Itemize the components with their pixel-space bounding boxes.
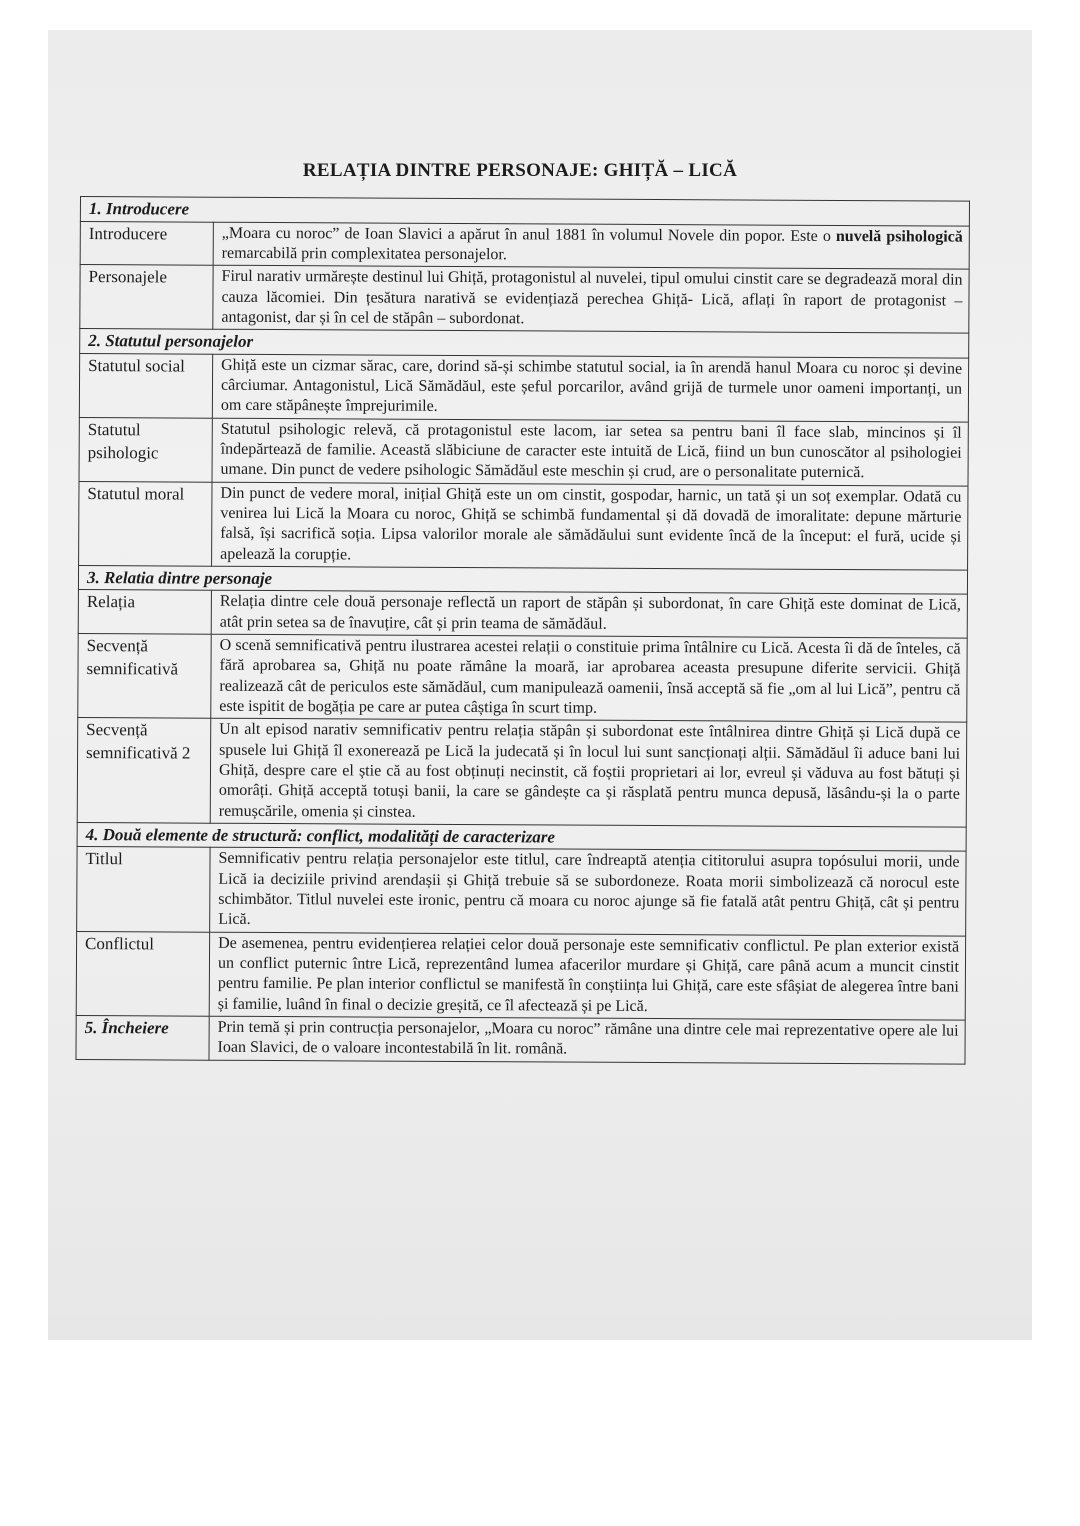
row-text: Din punct de vedere moral, inițial Ghiță este un om cinstit, gospodar, harnic, un tată și un soț exemplar. Odată cu venirea lui Lică la Moara cu noroc, Ghiță se schimbă fundamental și dă dovadă de imoralitate: depune mărturie falsă, își sacrifică soția. Lipsa valorilor morale ale sămădăului sunt evidente încă de la început: el fură, ucide și apelează la corupție.	[212, 482, 968, 570]
table-row	[79, 481, 968, 570]
row-label: Conflictul	[76, 931, 209, 1016]
row-text: Ghiță este un cizmar sărac, care, dorind să-și schimbe statutul social, ia în arendă hanul Moara cu noroc și devine cârciumar. Antagonistul, Lică Sămădăul, este șeful porcarilor, având grijă de turmele unor oameni importanți, un om care stăpânește împrejurimile.	[212, 354, 968, 422]
row-text: De asemenea, pentru evidențierea relației celor două personaje este semnificativ conflictul. Pe plan exterior există un conflict puternic între Lică, reprezentând lumea afacerilor murdare și Ghiță, care până acum a muncit cinstit pentru familie. Pe plan interior conflictul se manifestă în conștiința lui Ghiță, care este sfâșiat de alegerea între bani și familie, luând în final o decizie greșită, ce îl afectează și pe Lică.	[209, 932, 965, 1020]
character-relation-table	[75, 196, 970, 1064]
row-text: Statutul psihologic relevă, că protagonistul este lacom, iar setea sa pentru bani îl face slab, mincinos și îl îndepărtează de familie. Această slăbiciune de caracter este intuită de Lică, fiind un bun cunoscător al psihologiei umane. Din punct de vedere psihologic Sămădăul este meschin și crud, are o personalitate puternică.	[212, 418, 968, 486]
row-label: Personajele	[80, 265, 213, 330]
section-heading: 1. Introducere	[80, 197, 969, 226]
table-row	[80, 221, 969, 269]
row-text: Semnificativ pentru relația personajelor este titlul, care îndreaptă atenția cititorului asupra topósului morii, unde Lică ia deciziile privind arendașii și Ghiță trebuie să se subordoneze. Roata morii simbolizează că norocul este schimbător. Titlul nuvelei este ironic, pentru că moara cu noroc ajunge să fie fatală atât pentru Ghiță, cât și pentru Lică.	[210, 848, 966, 936]
row-label: Statutul psihologic	[79, 417, 212, 482]
table-row	[77, 718, 967, 827]
section-row-incheiere	[76, 1015, 965, 1063]
section-heading: 4. Două elemente de structură: conflict, modalități de caracterizare	[77, 822, 966, 851]
table-row	[79, 417, 968, 486]
row-label: Statutul social	[79, 353, 212, 418]
row-text: Un alt episod narativ semnificativ pentru relația stăpân și subordonat este întâlnirea dintre Ghiță și Lică după ce spusele lui Ghiță îl exonerează pe Lică la judecată și în locul lui sunt sancționați alții. Sămădăul îi aduce bani lui Ghiță, despre care el știe că au fost obținuți necinstit, că foștii proprietari ai lor, evreul și văduva au fost bătuți și omorâți. Ghiță acceptă totuși banii, la care se gândește ca și răsplată pentru munca depusă, lăsându-și la o parte remușcările, omenia și cinstea.	[210, 718, 967, 827]
row-label: Titlul	[77, 847, 210, 932]
row-text: O scenă semnificativă pentru ilustrarea acestei relații o constituie prima întâlnire cu Lică. Acesta îi dă de înteles, că fără aprobarea sa, Ghiță nu poate rămâne la moară, iar aprobarea aceasta presupune diferite servicii. Ghiță realizează cât de periculos este sămădăul, cum manipulează oamenii, însă acceptă să fie „om al lui Lică”, pentru că este ispitit de bogăția pe care ar putea câștiga în scurt timp.	[211, 634, 967, 722]
row-text-part: „Moara cu noroc” de Ioan Slavici a apărut în anul 1881 în volumul Novele din popor. Este o	[221, 224, 836, 245]
table-row	[76, 931, 965, 1020]
row-label: Introducere	[80, 221, 213, 265]
row-label: Secvență semnificativă 2	[77, 718, 211, 823]
row-text-emphasis: nuvelă psihologică	[835, 227, 963, 246]
row-text	[213, 222, 969, 270]
document-title: RELAȚIA DINTRE PERSONAJE: GHIȚĂ – LICĂ	[302, 160, 738, 181]
row-text: Relația dintre cele două personaje reflectă un raport de stăpân și subordonat, în care Ghiță este dominat de Lică, atât prin setea sa de înavuțire, cât și prin teama de sămădăul.	[211, 591, 967, 639]
row-text: Firul narativ urmărește destinul lui Ghiță, protagonistul al nuvelei, tipul omului cinstit care se degradează moral din cauza lăcomiei. Din țesătura narativă se evidențiază perechea Ghiță- Lică, aflați în raport de protagonist – antagonist, dar și în cel de stăpân – subordonat.	[213, 265, 969, 333]
row-text-part: remarcabilă prin complexitatea personajelor.	[221, 244, 507, 264]
section-heading: 5. Încheiere	[76, 1015, 209, 1059]
row-label: Secvență semnificativă	[78, 634, 211, 719]
table-row	[80, 265, 969, 334]
table-row	[78, 634, 967, 723]
row-label: Relația	[78, 590, 211, 634]
section-heading: 3. Relatia dintre personaje	[78, 565, 967, 594]
table-row	[78, 590, 967, 638]
table-row	[77, 847, 966, 936]
row-text: Prin temă și prin contrucția personajelor, „Moara cu noroc” rămâne una dintre cele mai reprezentative opere ale lui Ioan Slavici, de o valoare incontestabilă în lit. română.	[209, 1016, 965, 1064]
section-heading: 2. Statutul personajelor	[80, 329, 969, 358]
row-label: Statutul moral	[79, 481, 212, 566]
table-row	[79, 353, 968, 422]
